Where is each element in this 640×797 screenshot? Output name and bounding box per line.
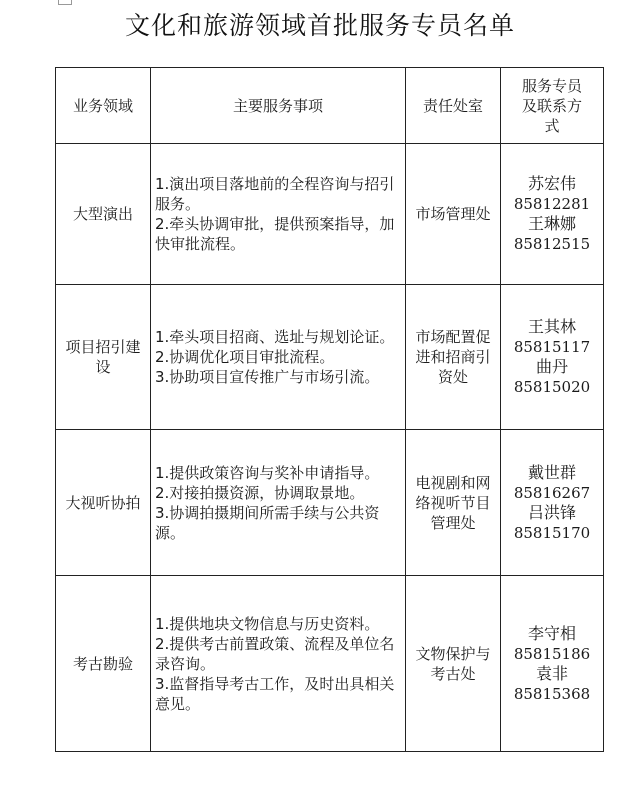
service-item: 1.提供政策咨询与奖补申请指导。 [155,463,380,482]
specialist-name: 袁非 [535,663,568,683]
service-item: 1.提供地块文物信息与历史资料。 [155,614,380,633]
service-item: 2.对接拍摄资源，协调取景地。 [155,483,365,502]
service-item: 2.牵头协调审批，提供预案指导，加快审批流程。 [155,215,395,253]
specialist-phone: 85815020 [513,378,591,396]
office-cell: 市场管理处 [406,144,501,285]
area-cell: 项目招引建设 [56,285,151,430]
office-cell: 电视剧和网络视听节目管理处 [406,430,501,576]
table-row [56,144,604,285]
corner-mark [58,0,72,5]
contact-cell [501,576,604,752]
service-item: 2.协调优化项目审批流程。 [155,348,335,366]
header-contact: 服务专员及联系方式 [501,68,604,144]
office-cell: 市场配置促进和招商引资处 [406,285,501,430]
specialist-name: 戴世群 [527,462,576,482]
contact-cell [501,430,604,576]
items-cell [151,430,406,576]
service-item: 3.协助项目宣传推广与市场引流。 [155,368,380,386]
service-item: 3.监督指导考古工作，及时出具相关意见。 [155,674,395,713]
area-cell: 大型演出 [56,144,151,285]
specialist-name: 王琳娜 [527,214,576,233]
specialist-phone: 85812515 [513,235,591,253]
items-cell [151,285,406,430]
specialist-name: 吕洪锋 [527,502,576,522]
header-office: 责任处室 [406,68,501,144]
header-area: 业务领域 [56,68,151,144]
table-row [56,285,604,430]
specialist-phone: 85815186 [513,644,591,663]
service-item: 2.提供考古前置政策、流程及单位名录咨询。 [155,634,395,673]
specialist-name: 苏宏伟 [527,174,576,193]
specialist-table [55,67,604,752]
specialist-name: 李守相 [527,623,576,643]
table-row [56,576,604,752]
office-cell: 文物保护与考古处 [406,576,501,752]
specialist-name: 王其林 [527,317,576,336]
table-row [56,430,604,576]
specialist-phone: 85815170 [513,523,591,542]
items-cell [151,144,406,285]
contact-cell [501,144,604,285]
specialist-phone: 85815117 [513,338,591,356]
specialist-name: 曲丹 [535,357,568,376]
contact-cell [501,285,604,430]
specialist-phone: 85812281 [513,195,591,213]
header-items: 主要服务事项 [151,68,406,144]
page-title: 文化和旅游领域首批服务专员名单 [124,11,515,40]
specialist-phone: 85815368 [513,684,591,703]
service-item: 3.协调拍摄期间所需手续与公共资源。 [155,503,380,542]
area-cell: 大视听协拍 [56,430,151,576]
area-cell: 考古勘验 [56,576,151,752]
items-cell [151,576,406,752]
table-header-row [56,68,604,144]
service-item: 1.牵头项目招商、选址与规划论证。 [155,328,395,346]
service-item: 1.演出项目落地前的全程咨询与招引服务。 [155,175,395,213]
specialist-phone: 85816267 [513,483,591,502]
